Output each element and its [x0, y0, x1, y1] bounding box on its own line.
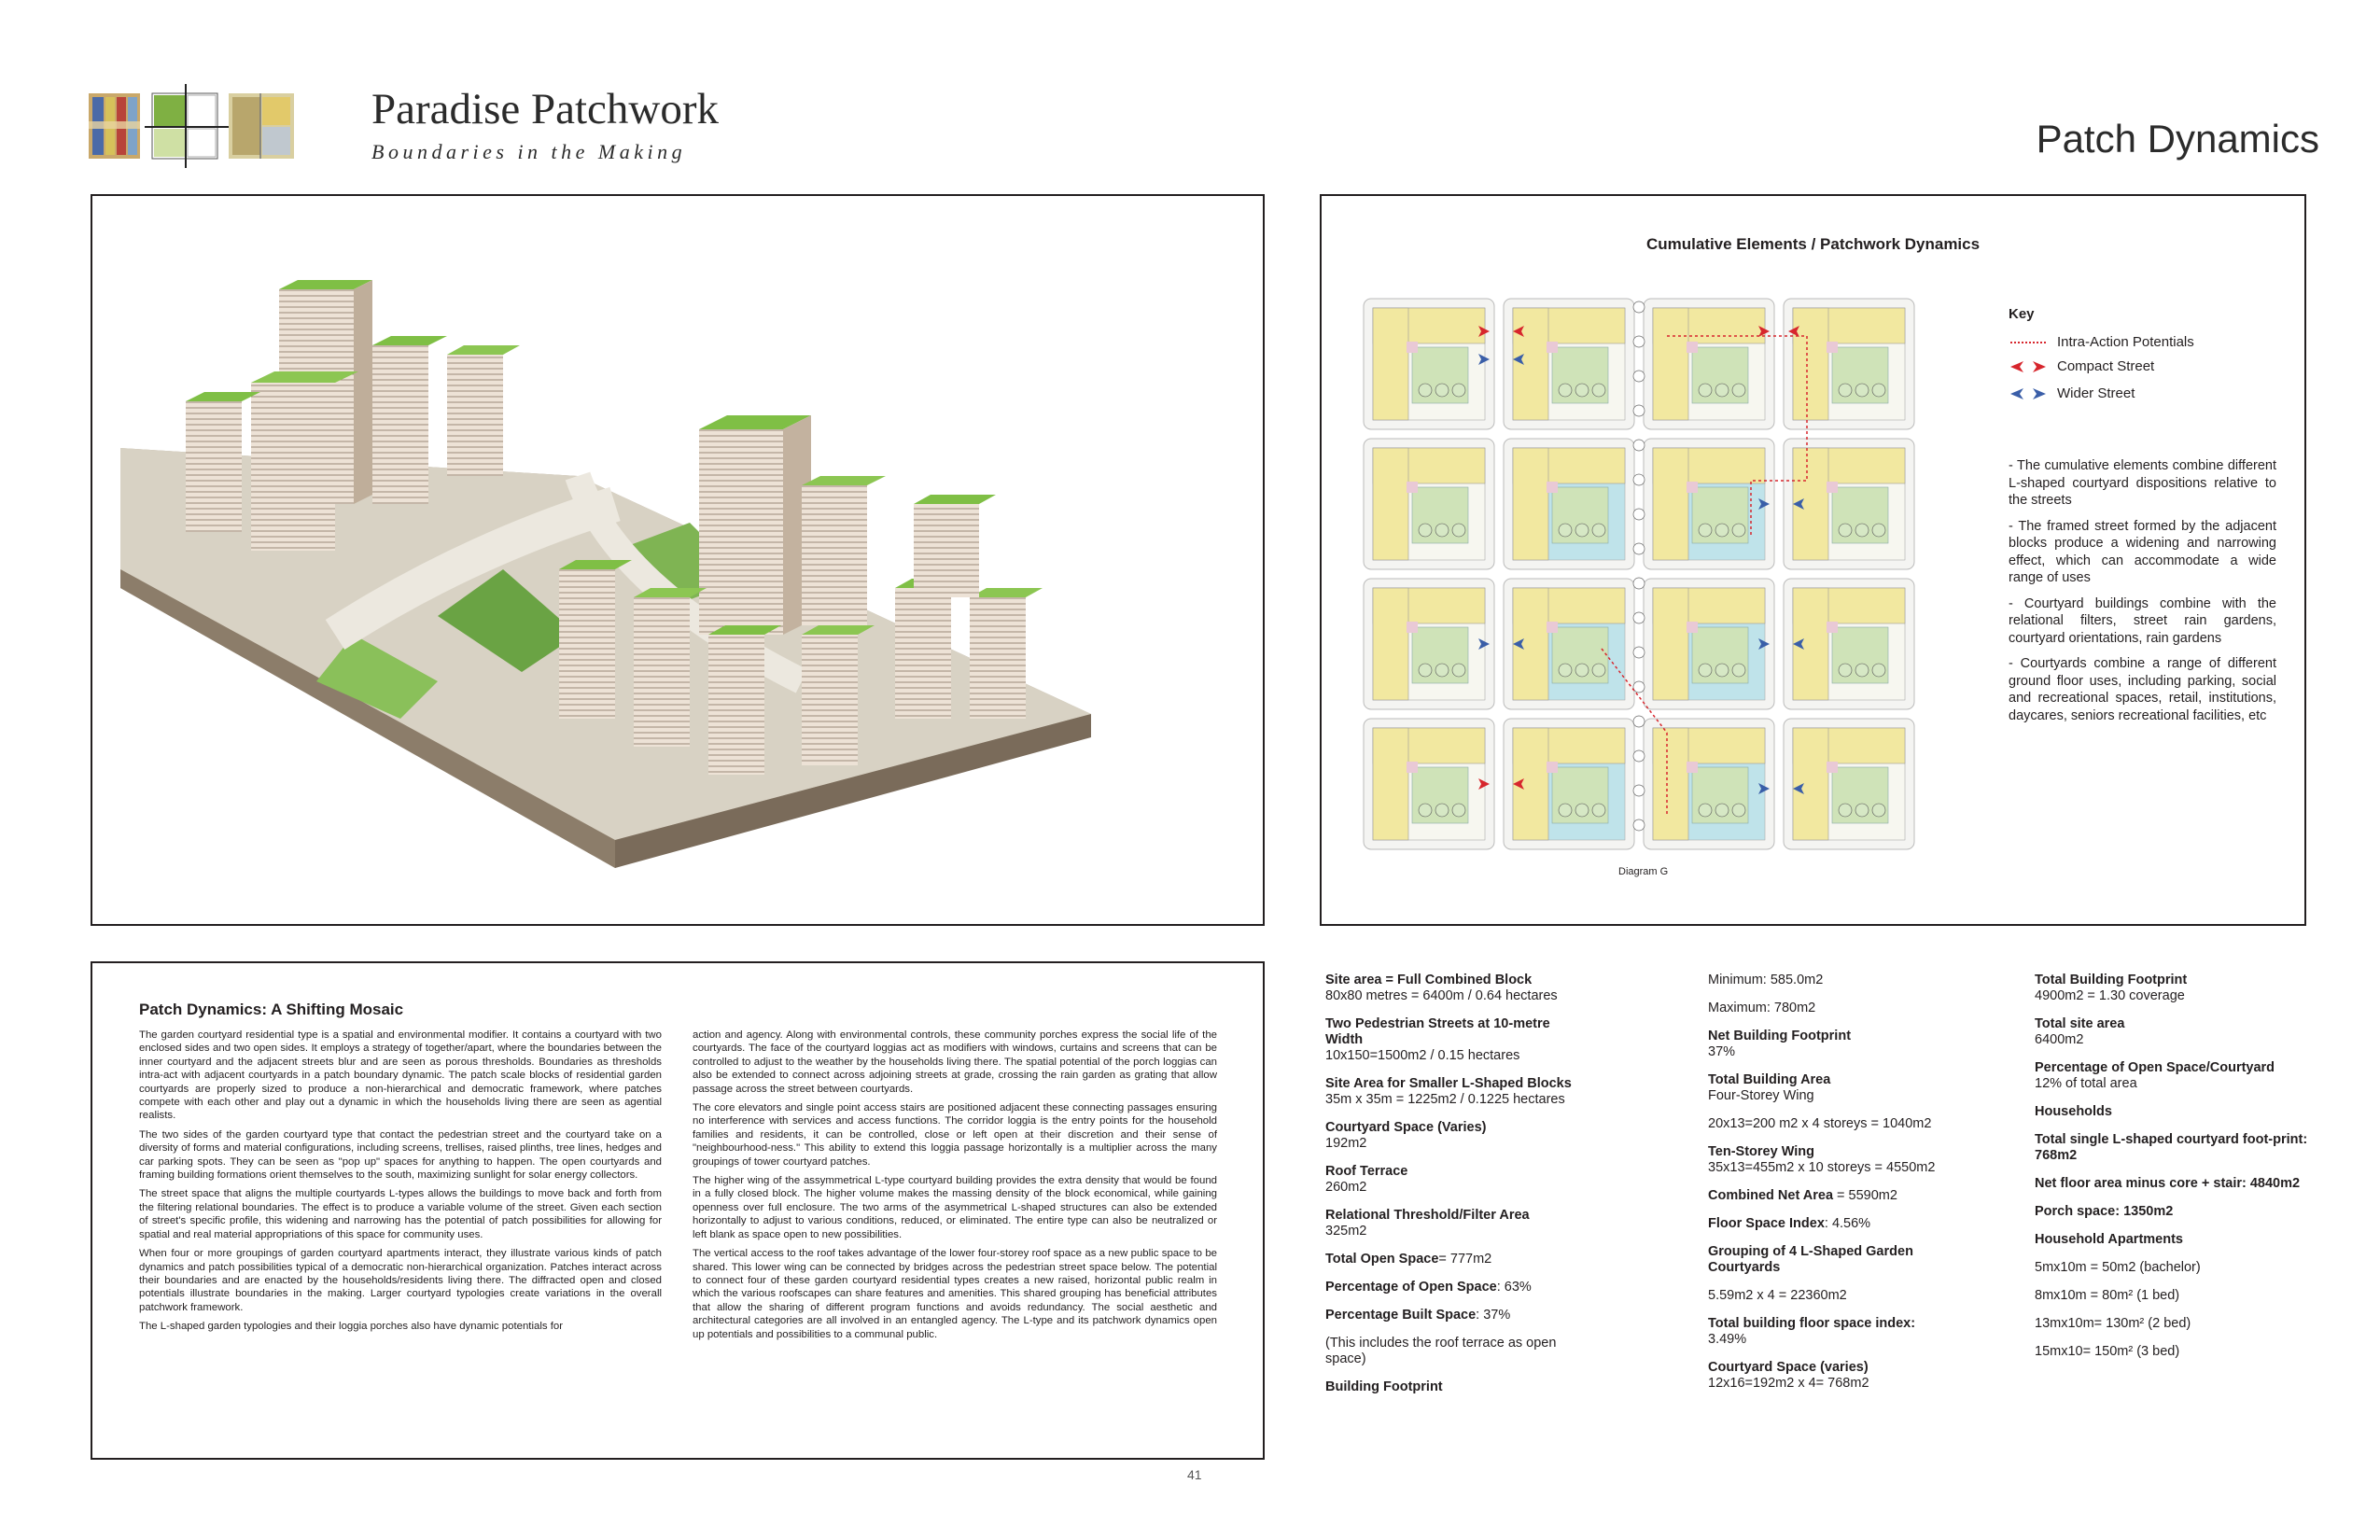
tree	[1419, 384, 1432, 397]
tree	[1452, 384, 1465, 397]
stat-item	[1325, 1120, 1587, 1152]
street-tree	[1633, 578, 1645, 589]
tree	[1575, 524, 1589, 537]
street-tree	[1633, 371, 1645, 382]
paragraph: The vertical access to the roof takes advantage of the lower four-storey roof space as a new public space to be shared. This lower wing can be connected by bridges across the pedestrian street space below. The potential to connect four of these garden courtyard residential types creates a new raised, horizontal public realm in which the various roofscapes can share features and amenities. This shared grouping has beneficial attributes that allow the sharing of different program functions and avoids redundancy. The social aesthetic and architectural categories are all involved in an entangled agency. The L-type and its patchwork dynamics open up potentials and possibilities to a communal public.	[693, 1248, 1217, 1340]
stat-value: 260m2	[1325, 1180, 1367, 1195]
stat-value: 6400m2	[2035, 1032, 2084, 1047]
stats-column-2	[1708, 973, 1969, 1404]
tree	[1592, 664, 1605, 677]
tree	[1715, 664, 1729, 677]
street-tree	[1633, 750, 1645, 762]
stat-item	[1708, 1216, 1969, 1232]
tree	[1732, 664, 1745, 677]
tree	[1419, 664, 1432, 677]
stat-item	[2035, 1016, 2315, 1048]
article-column-1	[139, 1029, 662, 1339]
tree	[1839, 664, 1852, 677]
stat-value: (This includes the roof terrace as open space)	[1325, 1336, 1557, 1366]
stat-label: Site area = Full Combined Block	[1325, 973, 1533, 987]
stat-label: Percentage of Open Space	[1325, 1280, 1497, 1295]
street-tree	[1633, 474, 1645, 485]
paragraph: The higher wing of the assymmetrical L-type courtyard building provides the extra density that would be found in a fully closed block. The higher volume makes the massing density of the block economical, while gaining openness over full enclosure. The two arms of the asymmetrical L-shaped structures can also be extended horizontally to adjust to various conditions, reduced, or eliminated. The entire type can also be neutralized or left blank as space open to new possibilities.	[693, 1175, 1217, 1240]
stat-item	[1708, 1244, 1969, 1276]
tree	[1435, 524, 1449, 537]
stat-value: 80x80 metres = 6400m / 0.64 hectares	[1325, 988, 1558, 1003]
core	[1407, 342, 1418, 353]
key-item-compact-street	[2009, 358, 2154, 374]
tree	[1452, 524, 1465, 537]
core	[1687, 622, 1698, 633]
stat-value: Maximum: 780m2	[1708, 1001, 1816, 1015]
core	[1687, 762, 1698, 773]
stat-label: Courtyard Space (varies)	[1708, 1360, 1869, 1375]
street-tree	[1633, 301, 1645, 313]
stat-item	[1325, 973, 1587, 1004]
building-wing	[1653, 308, 1688, 420]
tree	[1419, 524, 1432, 537]
patchwork-grid-diagram	[1359, 294, 1919, 854]
note: - The cumulative elements combine different L-shaped courtyard dispositions relative to the streets	[2009, 458, 2276, 508]
stat-label: Two Pedestrian Streets at 10-metre Width	[1325, 1016, 1550, 1047]
article-panel	[91, 961, 1265, 1460]
stat-label: Total single L-shaped courtyard foot-print: 768m2	[2035, 1132, 2308, 1163]
tree	[1559, 664, 1572, 677]
tree	[1575, 384, 1589, 397]
street-tree	[1633, 509, 1645, 520]
stat-label: Relational Threshold/Filter Area	[1325, 1208, 1530, 1223]
tree	[1872, 384, 1885, 397]
stat-item	[1325, 1016, 1587, 1064]
core	[1407, 762, 1418, 773]
stat-value: 4900m2 = 1.30 coverage	[2035, 988, 2185, 1003]
stat-value: 37%	[1708, 1044, 1736, 1059]
core	[1687, 482, 1698, 493]
key-item-intra-action	[2009, 334, 2194, 350]
core	[1407, 622, 1418, 633]
core	[1827, 342, 1838, 353]
street-tree	[1633, 681, 1645, 693]
stat-label: Net floor area minus core + stair: 4840m2	[2035, 1176, 2301, 1191]
stat-value: Four-Storey Wing	[1708, 1088, 1814, 1103]
stat-label: Roof Terrace	[1325, 1164, 1408, 1179]
building-wing	[1653, 448, 1688, 560]
section-title: Patch Dynamics	[2036, 117, 2319, 161]
core	[1547, 342, 1558, 353]
core	[1827, 482, 1838, 493]
paragraph: When four or more groupings of garden courtyard apartments interact, they illustrate various kinds of patch dynamics and patch possibilities typical of a democratic non-hierarchical organization. Patches interact across their boundaries and are enacted by the households/residents living there. The diffracted open and closed potentials illustrate boundaries in the making. Larger courtyard typologies create variations in the overall patchwork framework.	[139, 1248, 662, 1313]
stat-label: Household Apartments	[2035, 1232, 2183, 1247]
key-title: Key	[2009, 306, 2035, 322]
tree	[1839, 524, 1852, 537]
paragraph: The garden courtyard residential type is a spatial and environmental modifier. It contains a courtyard with two enclosed sides and two open sides. It employs a strategy of together/apart, where the boundaries between the inner courtyard and the adjacent streets blur and are seen as porous thresholds. Boundaries as thresholds intra-act with adjacent courtyards in a patch boundary dynamic. The patch scale blocks of residential garden courtyards are properly sized to produce a non-hierarchical and democratic framework, where patches compete with each other and play out a dynamic in which the households living there are seen as agential realists.	[139, 1029, 662, 1122]
tree	[1452, 804, 1465, 817]
building-wing	[1373, 308, 1408, 420]
stat-item	[2035, 1288, 2315, 1304]
stat-value: 5mx10m = 50m2 (bachelor)	[2035, 1260, 2201, 1275]
stat-item	[2035, 1176, 2315, 1192]
stat-value: 8mx10m = 80m² (1 bed)	[2035, 1288, 2180, 1303]
building-wing	[1513, 448, 1548, 560]
stat-value: 35x13=455m2 x 10 storeys = 4550m2	[1708, 1160, 1936, 1175]
street-tree	[1633, 716, 1645, 727]
tree	[1699, 664, 1712, 677]
tree	[1592, 384, 1605, 397]
stat-value: = 777m2	[1438, 1252, 1492, 1267]
diagram-caption: Diagram G	[1618, 866, 1669, 877]
tree	[1592, 524, 1605, 537]
stat-label: Total building floor space index:	[1708, 1316, 1916, 1331]
paragraph: The L-shaped garden typologies and their loggia porches also have dynamic potentials for	[139, 1321, 564, 1333]
brand-title: Paradise Patchwork	[371, 85, 719, 133]
stat-label: Total Building Area	[1708, 1072, 1831, 1087]
stat-label: Grouping of 4 L-Shaped Garden Courtyards	[1708, 1244, 1913, 1275]
stat-item	[1708, 1001, 1969, 1016]
dotted-line-icon	[2009, 336, 2048, 349]
stat-value: 3.49%	[1708, 1332, 1747, 1347]
stat-label: Percentage Built Space	[1325, 1308, 1477, 1323]
tree	[1715, 524, 1729, 537]
stat-item	[2035, 1060, 2315, 1092]
stat-value: 5.59m2 x 4 = 22360m2	[1708, 1288, 1847, 1303]
stat-label: Total Open Space	[1325, 1252, 1439, 1267]
tree	[1715, 384, 1729, 397]
article-column-2	[693, 1029, 1217, 1347]
stat-label: Courtyard Space (Varies)	[1325, 1120, 1487, 1135]
diagram-notes	[2009, 457, 2276, 733]
tree	[1872, 804, 1885, 817]
building-wing	[1793, 308, 1828, 420]
stat-item	[2035, 973, 2315, 1004]
tree	[1855, 804, 1869, 817]
paragraph: The street space that aligns the multiple courtyards L-types allows the buildings to move back and forth from the filtering relational boundaries. The effect is to produce a variable volume of the street. Given each section of street's specific profile, this widening and narrowing has the potential of patch possibilities for allowing for spatial and real material appropriations of this space for community uses.	[139, 1188, 662, 1240]
key-item-label: Compact Street	[2057, 358, 2155, 374]
tree	[1855, 524, 1869, 537]
stat-value: 35m x 35m = 1225m2 / 0.1225 hectares	[1325, 1092, 1565, 1107]
stat-value: 12x16=192m2 x 4= 768m2	[1708, 1376, 1869, 1391]
note: - Courtyards combine a range of different ground floor uses, including parking, social and recreational spaces, retail, institutions, daycares, seniors recreational facilities, etc	[2009, 656, 2276, 723]
stat-item	[1325, 1379, 1587, 1395]
building-wing	[1373, 728, 1408, 840]
core	[1547, 482, 1558, 493]
tree	[1855, 664, 1869, 677]
stat-item	[2035, 1204, 2315, 1220]
tree	[1855, 384, 1869, 397]
building-wing	[1793, 728, 1828, 840]
stat-item	[1708, 1144, 1969, 1176]
paragraph: The core elevators and single point access stairs are positioned adjacent these connecting passages ensuring no interference with services and access functions. The corridor loggia is the entry points for the household families and residents, it can be controlled, close or left open at their discretion and their sense of "neighbourhood-ness." This ability to extend this loggia passage horizontally is a multiplier across the many groupings of tower courtyard patches.	[693, 1102, 1217, 1168]
tree	[1699, 384, 1712, 397]
tree	[1435, 664, 1449, 677]
stat-value: 13mx10m= 130m² (2 bed)	[2035, 1316, 2191, 1331]
core	[1547, 762, 1558, 773]
tree	[1575, 664, 1589, 677]
stats-column-3	[2035, 973, 2315, 1372]
stat-item	[2035, 1260, 2315, 1276]
stat-item	[2035, 1132, 2315, 1164]
stat-label: Porch space: 1350m2	[2035, 1204, 2174, 1219]
key-item-label: Intra-Action Potentials	[2057, 334, 2194, 350]
street-tree	[1633, 819, 1645, 831]
stat-value: Minimum: 585.0m2	[1708, 973, 1824, 987]
stat-value: : 63%	[1496, 1280, 1532, 1295]
stat-value: 20x13=200 m2 x 4 storeys = 1040m2	[1708, 1116, 1932, 1131]
diagram-panel	[1320, 194, 2306, 926]
street-tree	[1633, 440, 1645, 451]
page-number: 41	[1187, 1467, 1202, 1482]
tree	[1559, 384, 1572, 397]
stat-item	[1325, 1164, 1587, 1196]
street-tree	[1633, 336, 1645, 347]
note: - Courtyard buildings combine with the relational filters, street rain gardens, courtyard orientations, rain gardens	[2009, 595, 2276, 646]
street-tree	[1633, 405, 1645, 416]
tree	[1872, 524, 1885, 537]
stat-item	[1708, 1072, 1969, 1104]
stat-item	[1708, 1188, 1969, 1204]
tree	[1419, 804, 1432, 817]
stat-item	[1325, 1252, 1587, 1267]
building-wing	[1373, 588, 1408, 700]
stat-item	[1708, 1360, 1969, 1392]
tree	[1839, 804, 1852, 817]
stat-value: 12% of total area	[2035, 1076, 2137, 1091]
tree	[1559, 804, 1572, 817]
red-arrows-icon	[2009, 360, 2048, 373]
stats-column-1	[1325, 973, 1587, 1407]
tree	[1452, 664, 1465, 677]
stat-label: Building Footprint	[1325, 1379, 1443, 1394]
stat-value: = 5590m2	[1833, 1188, 1897, 1203]
stat-item	[1708, 1316, 1969, 1348]
tree	[1435, 804, 1449, 817]
stat-item	[1708, 973, 1969, 988]
stat-item	[2035, 1344, 2315, 1360]
key-item-wider-street	[2009, 385, 2135, 401]
tree	[1732, 804, 1745, 817]
stat-label: Total site area	[2035, 1016, 2125, 1031]
stat-item	[1325, 1208, 1587, 1239]
stat-label: Combined Net Area	[1708, 1188, 1834, 1203]
tree	[1559, 524, 1572, 537]
stat-value: : 37%	[1476, 1308, 1511, 1323]
building-wing	[1513, 308, 1548, 420]
building-wing	[1653, 728, 1688, 840]
tree	[1715, 804, 1729, 817]
core	[1407, 482, 1418, 493]
brand-subtitle: Boundaries in the Making	[371, 140, 687, 163]
diagram-title: Cumulative Elements / Patchwork Dynamics	[1645, 235, 1981, 253]
stat-label: Net Building Footprint	[1708, 1029, 1852, 1043]
building-wing	[1653, 588, 1688, 700]
stat-label: Floor Space Index	[1708, 1216, 1825, 1231]
street-tree	[1633, 543, 1645, 554]
street-tree	[1633, 612, 1645, 623]
stat-item	[1325, 1280, 1587, 1295]
stat-item	[1325, 1336, 1587, 1367]
tree	[1435, 384, 1449, 397]
stat-item	[2035, 1316, 2315, 1332]
stat-item	[2035, 1232, 2315, 1248]
stat-item	[1708, 1288, 1969, 1304]
stat-item	[1325, 1076, 1587, 1108]
note: - The framed street formed by the adjacent blocks produce a widening and narrowing effect, which can accommodate a wide range of uses	[2009, 518, 2276, 585]
core	[1687, 342, 1698, 353]
tree	[1699, 524, 1712, 537]
stat-label: Site Area for Smaller L-Shaped Blocks	[1325, 1076, 1572, 1091]
tree	[1872, 664, 1885, 677]
article-title: Patch Dynamics: A Shifting Mosaic	[139, 1001, 404, 1018]
building-wing	[1373, 448, 1408, 560]
stat-item	[2035, 1104, 2315, 1120]
isometric-panel	[91, 194, 1265, 926]
tree	[1732, 524, 1745, 537]
stat-label: Households	[2035, 1104, 2112, 1119]
stat-item	[1325, 1308, 1587, 1323]
street-tree	[1633, 785, 1645, 796]
tree	[1839, 384, 1852, 397]
stat-label: Total Building Footprint	[2035, 973, 2188, 987]
paragraph: The two sides of the garden courtyard type that contact the pedestrian street and the courtyard take on a diversity of forms and material configurations, including screens, trellises, raised plinths, tree lines, hedges and car parking spots. They can be seen as "pop up" spaces for anything to happen. The open courtyards and framing building formations orient themselves to the south, maximizing sunlight for solar energy collectors.	[139, 1128, 662, 1182]
tree	[1699, 804, 1712, 817]
stat-label: Ten-Storey Wing	[1708, 1144, 1814, 1159]
stat-item	[1708, 1029, 1969, 1060]
logo	[89, 84, 369, 168]
tree	[1592, 804, 1605, 817]
key-item-label: Wider Street	[2057, 385, 2135, 401]
stat-value: 15mx10= 150m² (3 bed)	[2035, 1344, 2180, 1359]
core	[1827, 622, 1838, 633]
tree	[1575, 804, 1589, 817]
tree	[1732, 384, 1745, 397]
isometric-city-render	[92, 196, 1263, 924]
paragraph: action and agency. Along with environmental controls, these community porches express the social life of the courtyards. The face of the courtyard loggias act as modifiers with windows, curtains and screens that can be controlled to adjust to the weather by the households living there. The spatial potential of the porch loggias can also be extended to connect across adjoining streets at grade, crossing the rain garden as grating that allow passage across the street between courtyards.	[693, 1029, 1217, 1095]
stat-value: 192m2	[1325, 1136, 1367, 1151]
stat-value: : 4.56%	[1824, 1216, 1871, 1231]
stat-item	[1708, 1116, 1969, 1132]
street-tree	[1633, 647, 1645, 658]
stat-label: Percentage of Open Space/Courtyard	[2035, 1060, 2275, 1075]
stat-value: 325m2	[1325, 1224, 1367, 1239]
core	[1547, 622, 1558, 633]
blue-arrows-icon	[2009, 387, 2048, 400]
core	[1827, 762, 1838, 773]
stat-value: 10x150=1500m2 / 0.15 hectares	[1325, 1048, 1520, 1063]
